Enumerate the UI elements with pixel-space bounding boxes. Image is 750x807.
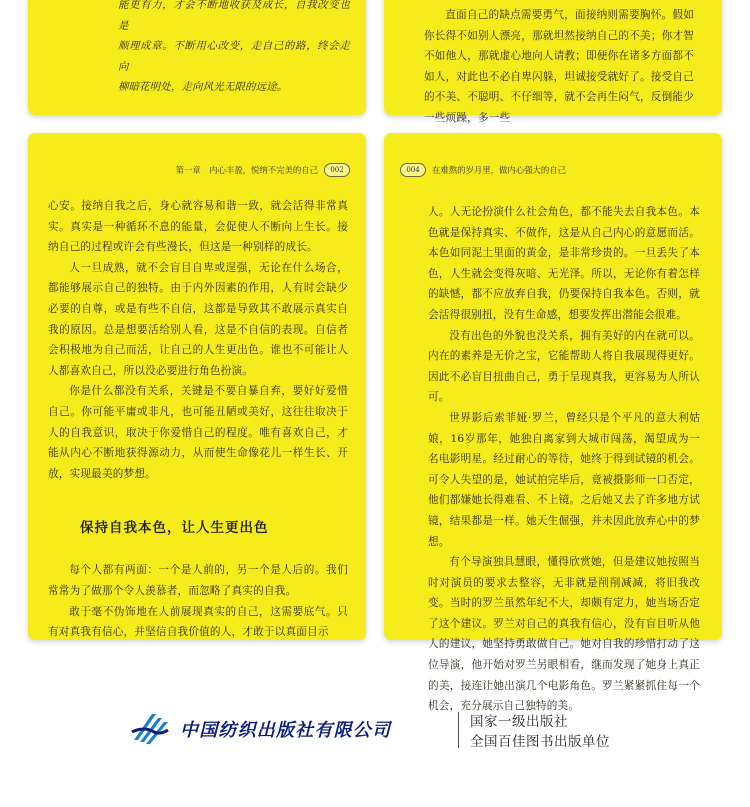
book-page-card-right: [384, 133, 722, 713]
paragraph: 人。人无论扮演什么社会角色，都不能失去自我本色。本色就是保持真实、不做作，这是从自己内心的意愿而活。本色如同泥土里面的黄金，是非常珍贵的。一旦丢失了本色，人生就会变得灰暗、无光泽。所以，无论你有着怎样的缺憾，都不应放弃自我，仍要保持自我本色。否则，就会活得很别扭，没有生命感，想要发挥出潜能会很难。: [428, 206, 700, 321]
paragraph: 有个导演独具慧眼，懂得欣赏她，但是建议她按照当时对演员的要求去整容，无非就是削削减减，将旧我改变。当时的罗兰虽然年纪不大，却颇有定力，她当场否定了这个建议。罗兰对自己的真我有信心，没有盲目听从他人的建议，她坚持勇敢做自己。她对自我的珍惜打动了这位导演，他开始对罗兰另眼相看，继而发现了她身上真正的美，接连让她出演几个电影角色。罗兰紧紧抓住每一个机会，充分展示自己独特的美。: [428, 556, 700, 713]
paragraph: 每个人都有两面：一个是人前的，另一个是人后的。我们常常为了做那个令人羡慕者，而忽略了真实的自我。: [48, 564, 348, 597]
running-head: [176, 163, 350, 177]
page-text-top-left: [118, 0, 350, 98]
running-head-title: 在难熬的岁月里，做内心强大的自己: [432, 165, 566, 175]
running-head-title: 第一章 内心丰盈，悦纳不完美的自己: [175, 165, 318, 175]
paragraph: 直面自己的缺点需要勇气，面接纳则需要胸怀。假如你长得不如别人漂亮，那就坦然接纳自己的不美；你才智不如他人，那就虚心地向人请教；即便你在诸多方面都不如人，对此也不必自卑闪躲，坦诚接受就好了。接受自己的不美、不聪明、不仔细等，就不会再生闷气，反倒能少一些烦躁，多一些: [424, 9, 694, 124]
book-page-card-left: [28, 133, 366, 640]
publisher-footer: [0, 690, 750, 770]
running-head: [400, 163, 566, 177]
book-page-card-top-left: [28, 0, 366, 115]
paragraph: 没有出色的外貌也没关系，拥有美好的内在就可以。内在的素养是无价之宝，它能帮助人将自我展现得更好。因此不必盲目扭曲自己，勇于呈现真我，更容易为人所认可。: [428, 329, 700, 404]
text-line: 顺理成章。不断用心改变，走自己的路，终会走向: [118, 40, 350, 73]
publisher-logo-icon: [130, 710, 170, 746]
text-line: 柳暗花明处，走向风光无限的远途。: [118, 81, 288, 94]
page-body-left: [48, 196, 348, 643]
book-page-card-top-right: [384, 0, 722, 124]
text-line: 能更有力，才会不断地收获及成长，自我改变也是: [118, 0, 350, 32]
tagline-top-100-publisher: 全国百佳图书出版单位: [470, 734, 610, 750]
footer-divider: [458, 712, 459, 748]
page-number-badge: 002: [324, 163, 350, 177]
section-heading: 保持自我本色，让人生更出色: [80, 520, 269, 537]
tagline-national-publisher: 国家一级出版社: [470, 714, 568, 730]
publisher-name: 中国纺织出版社有限公司: [180, 720, 392, 741]
page-body-right: [428, 202, 700, 717]
page-text-top-right: [424, 0, 694, 129]
page-number-badge: 004: [400, 163, 426, 177]
paragraph: 世界影后索菲娅·罗兰，曾经只是个平凡的意大利姑娘，16岁那年，她独自离家到大城市闯荡，渴望成为一名电影明星。经过耐心的等待，她终于得到试镜的机会。可令人失望的是，她试拍完毕后，竟被摄影师一口否定，他们都嫌她长得难看、不上镜。之后她又去了许多地方试镜，结果都是一样。她天生倔强，并未因此放弃心中的梦想。: [428, 411, 700, 548]
paragraph: 敢于毫不伪饰地在人前展现真实的自己，这需要底气。只有对真我有信心，并坚信自我价值的人，才敢于以真面目示: [48, 605, 348, 639]
paragraph: 心安。接纳自我之后，身心就容易和谐一致，就会活得非常真实。真实是一种循环不息的能量，会促使人不断向上生长。接纳自己的过程或许会有些漫长，但这是一种别样的成长。: [48, 200, 348, 254]
paragraph: 人一旦成熟，就不会盲目自卑或逞强，无论在什么场合，都能够展示自己的独特。由于内外因素的作用，人有时会缺少必要的自尊，或是有些不自信，这都是导致其不敢展示真实自我的原因。总是想要活给别人看，这是不自信的表现。自信者会积极地为自己而活，让自己的人生更出色。谁也不可能让人人都喜欢自己，所以没必要进行角色扮演。: [48, 261, 348, 377]
paragraph: 你是什么都没有关系，关键是不要自暴自弃，要好好爱惜自己。你可能平庸或非凡，也可能丑陋或美好，这往往取决于人的自我意识，取决于你爱惜自己的程度。唯有喜欢自己，才能从内心不断地获得源动力，从而使生命像花儿一样生长、开放，实现最美的梦想。: [48, 385, 348, 480]
